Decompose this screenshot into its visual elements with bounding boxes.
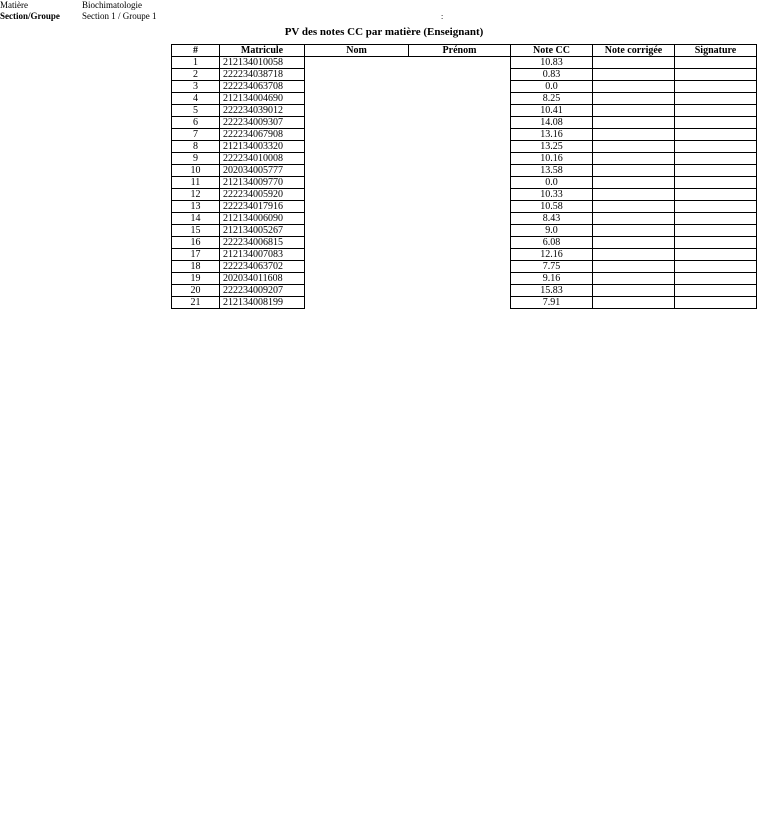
signature-cell: [675, 261, 757, 273]
section-value: Section 1 / Groupe 1: [82, 11, 157, 21]
table-row: [172, 189, 757, 201]
row-number-cell: 18: [172, 261, 220, 273]
note-corrigee-cell: [593, 105, 675, 117]
note-corrigee-cell: [593, 141, 675, 153]
matricule-cell: 222234009307: [220, 117, 305, 129]
row-number-cell: 20: [172, 285, 220, 297]
nom-cell: [305, 57, 409, 69]
prenom-cell: [409, 165, 511, 177]
subject-value: Biochimatologie: [82, 0, 142, 10]
grades-table: [171, 44, 757, 309]
nom-cell: [305, 153, 409, 165]
table-row: [172, 165, 757, 177]
matricule-cell: 222234010008: [220, 153, 305, 165]
matricule-cell: 222234067908: [220, 129, 305, 141]
nom-cell: [305, 201, 409, 213]
matricule-cell: 202034011608: [220, 273, 305, 285]
table-row: [172, 141, 757, 153]
nom-cell: [305, 105, 409, 117]
note-cc-cell: 10.83: [511, 57, 593, 69]
nom-cell: [305, 213, 409, 225]
nom-cell: [305, 117, 409, 129]
note-cc-cell: 0.83: [511, 69, 593, 81]
prenom-cell: [409, 105, 511, 117]
signature-cell: [675, 273, 757, 285]
signature-cell: [675, 117, 757, 129]
note-cc-cell: 13.16: [511, 129, 593, 141]
note-cc-cell: 10.41: [511, 105, 593, 117]
matricule-cell: 212134004690: [220, 93, 305, 105]
note-corrigee-cell: [593, 81, 675, 93]
col-header-nom: Nom: [305, 45, 409, 57]
prenom-cell: [409, 81, 511, 93]
note-cc-cell: 6.08: [511, 237, 593, 249]
matricule-cell: 212134003320: [220, 141, 305, 153]
table-row: [172, 57, 757, 69]
prenom-cell: [409, 189, 511, 201]
table-row: [172, 285, 757, 297]
prenom-cell: [409, 93, 511, 105]
row-number-cell: 17: [172, 249, 220, 261]
signature-cell: [675, 81, 757, 93]
matricule-cell: 222234063702: [220, 261, 305, 273]
nom-cell: [305, 285, 409, 297]
nom-cell: [305, 297, 409, 309]
note-cc-cell: 15.83: [511, 285, 593, 297]
note-corrigee-cell: [593, 273, 675, 285]
matricule-cell: 222234017916: [220, 201, 305, 213]
note-cc-cell: 10.33: [511, 189, 593, 201]
row-number-cell: 13: [172, 201, 220, 213]
note-cc-cell: 0.0: [511, 177, 593, 189]
note-corrigee-cell: [593, 57, 675, 69]
page-title: PV des notes CC par matière (Enseignant): [284, 26, 484, 38]
note-cc-cell: 9.0: [511, 225, 593, 237]
nom-cell: [305, 69, 409, 81]
row-number-cell: 4: [172, 93, 220, 105]
note-cc-cell: 8.25: [511, 93, 593, 105]
row-number-cell: 9: [172, 153, 220, 165]
note-corrigee-cell: [593, 249, 675, 261]
nom-cell: [305, 225, 409, 237]
matricule-cell: 212134008199: [220, 297, 305, 309]
nom-cell: [305, 93, 409, 105]
table-row: [172, 225, 757, 237]
nom-cell: [305, 141, 409, 153]
row-number-cell: 21: [172, 297, 220, 309]
prenom-cell: [409, 201, 511, 213]
note-cc-cell: 10.58: [511, 201, 593, 213]
signature-cell: [675, 69, 757, 81]
signature-cell: [675, 285, 757, 297]
prenom-cell: [409, 117, 511, 129]
prenom-cell: [409, 69, 511, 81]
note-corrigee-cell: [593, 165, 675, 177]
signature-cell: [675, 213, 757, 225]
note-corrigee-cell: [593, 117, 675, 129]
row-number-cell: 5: [172, 105, 220, 117]
prenom-cell: [409, 153, 511, 165]
note-corrigee-cell: [593, 225, 675, 237]
signature-cell: [675, 297, 757, 309]
nom-cell: [305, 177, 409, 189]
table-body: [172, 57, 757, 309]
subject-row: [0, 0, 157, 11]
note-corrigee-cell: [593, 237, 675, 249]
note-cc-cell: 13.58: [511, 165, 593, 177]
note-corrigee-cell: [593, 189, 675, 201]
signature-cell: [675, 177, 757, 189]
signature-cell: [675, 225, 757, 237]
row-number-cell: 11: [172, 177, 220, 189]
col-header-prenom: Prénom: [409, 45, 511, 57]
table-row: [172, 249, 757, 261]
col-header-number: #: [172, 45, 220, 57]
row-number-cell: 3: [172, 81, 220, 93]
note-cc-cell: 7.75: [511, 261, 593, 273]
signature-cell: [675, 93, 757, 105]
note-corrigee-cell: [593, 285, 675, 297]
prenom-cell: [409, 129, 511, 141]
table-row: [172, 177, 757, 189]
prenom-cell: [409, 213, 511, 225]
table-row: [172, 297, 757, 309]
nom-cell: [305, 189, 409, 201]
note-cc-cell: 8.43: [511, 213, 593, 225]
nom-cell: [305, 249, 409, 261]
matricule-cell: 222234005920: [220, 189, 305, 201]
prenom-cell: [409, 249, 511, 261]
nom-cell: [305, 237, 409, 249]
table-row: [172, 201, 757, 213]
row-number-cell: 7: [172, 129, 220, 141]
signature-cell: [675, 165, 757, 177]
table-row: [172, 237, 757, 249]
prenom-cell: [409, 237, 511, 249]
table-row: [172, 69, 757, 81]
prenom-cell: [409, 297, 511, 309]
row-number-cell: 1: [172, 57, 220, 69]
col-header-matricule: Matricule: [220, 45, 305, 57]
row-number-cell: 12: [172, 189, 220, 201]
note-cc-cell: 9.16: [511, 273, 593, 285]
signature-cell: [675, 141, 757, 153]
signature-cell: [675, 57, 757, 69]
nom-cell: [305, 261, 409, 273]
matricule-cell: 222234038718: [220, 69, 305, 81]
note-corrigee-cell: [593, 153, 675, 165]
col-header-signature: Signature: [675, 45, 757, 57]
subject-label: Matière: [0, 0, 28, 10]
note-corrigee-cell: [593, 69, 675, 81]
matricule-cell: 222234006815: [220, 237, 305, 249]
signature-cell: [675, 249, 757, 261]
note-cc-cell: 12.16: [511, 249, 593, 261]
table-row: [172, 105, 757, 117]
nom-cell: [305, 129, 409, 141]
prenom-cell: [409, 285, 511, 297]
col-header-note-corrigee: Note corrigée: [593, 45, 675, 57]
table-row: [172, 129, 757, 141]
note-corrigee-cell: [593, 93, 675, 105]
document-header: [0, 0, 157, 22]
matricule-cell: 202034005777: [220, 165, 305, 177]
table-row: [172, 261, 757, 273]
note-corrigee-cell: [593, 297, 675, 309]
signature-cell: [675, 237, 757, 249]
prenom-cell: [409, 177, 511, 189]
signature-cell: [675, 153, 757, 165]
row-number-cell: 6: [172, 117, 220, 129]
row-number-cell: 15: [172, 225, 220, 237]
note-corrigee-cell: [593, 261, 675, 273]
prenom-cell: [409, 57, 511, 69]
note-cc-cell: 13.25: [511, 141, 593, 153]
note-cc-cell: 10.16: [511, 153, 593, 165]
note-cc-cell: 14.08: [511, 117, 593, 129]
note-corrigee-cell: [593, 201, 675, 213]
prenom-cell: [409, 225, 511, 237]
prenom-cell: [409, 261, 511, 273]
matricule-cell: 212134010058: [220, 57, 305, 69]
signature-cell: [675, 129, 757, 141]
note-cc-cell: 7.91: [511, 297, 593, 309]
nom-cell: [305, 81, 409, 93]
note-cc-cell: 0.0: [511, 81, 593, 93]
row-number-cell: 2: [172, 69, 220, 81]
signature-cell: [675, 105, 757, 117]
table-row: [172, 153, 757, 165]
section-row: [0, 11, 157, 22]
table-row: [172, 81, 757, 93]
row-number-cell: 10: [172, 165, 220, 177]
signature-cell: [675, 189, 757, 201]
table-row: [172, 117, 757, 129]
nom-cell: [305, 273, 409, 285]
row-number-cell: 8: [172, 141, 220, 153]
note-corrigee-cell: [593, 129, 675, 141]
matricule-cell: 212134009770: [220, 177, 305, 189]
row-number-cell: 19: [172, 273, 220, 285]
colon-mark: :: [441, 12, 444, 21]
row-number-cell: 14: [172, 213, 220, 225]
matricule-cell: 222234063708: [220, 81, 305, 93]
matricule-cell: 212134005267: [220, 225, 305, 237]
signature-cell: [675, 201, 757, 213]
matricule-cell: 212134006090: [220, 213, 305, 225]
nom-cell: [305, 165, 409, 177]
matricule-cell: 222234009207: [220, 285, 305, 297]
note-corrigee-cell: [593, 177, 675, 189]
prenom-cell: [409, 141, 511, 153]
section-label: Section/Groupe: [0, 11, 60, 21]
matricule-cell: 222234039012: [220, 105, 305, 117]
table-header-row: [172, 45, 757, 57]
prenom-cell: [409, 273, 511, 285]
row-number-cell: 16: [172, 237, 220, 249]
matricule-cell: 212134007083: [220, 249, 305, 261]
table-row: [172, 273, 757, 285]
table-row: [172, 93, 757, 105]
note-corrigee-cell: [593, 213, 675, 225]
col-header-note-cc: Note CC: [511, 45, 593, 57]
table-row: [172, 213, 757, 225]
